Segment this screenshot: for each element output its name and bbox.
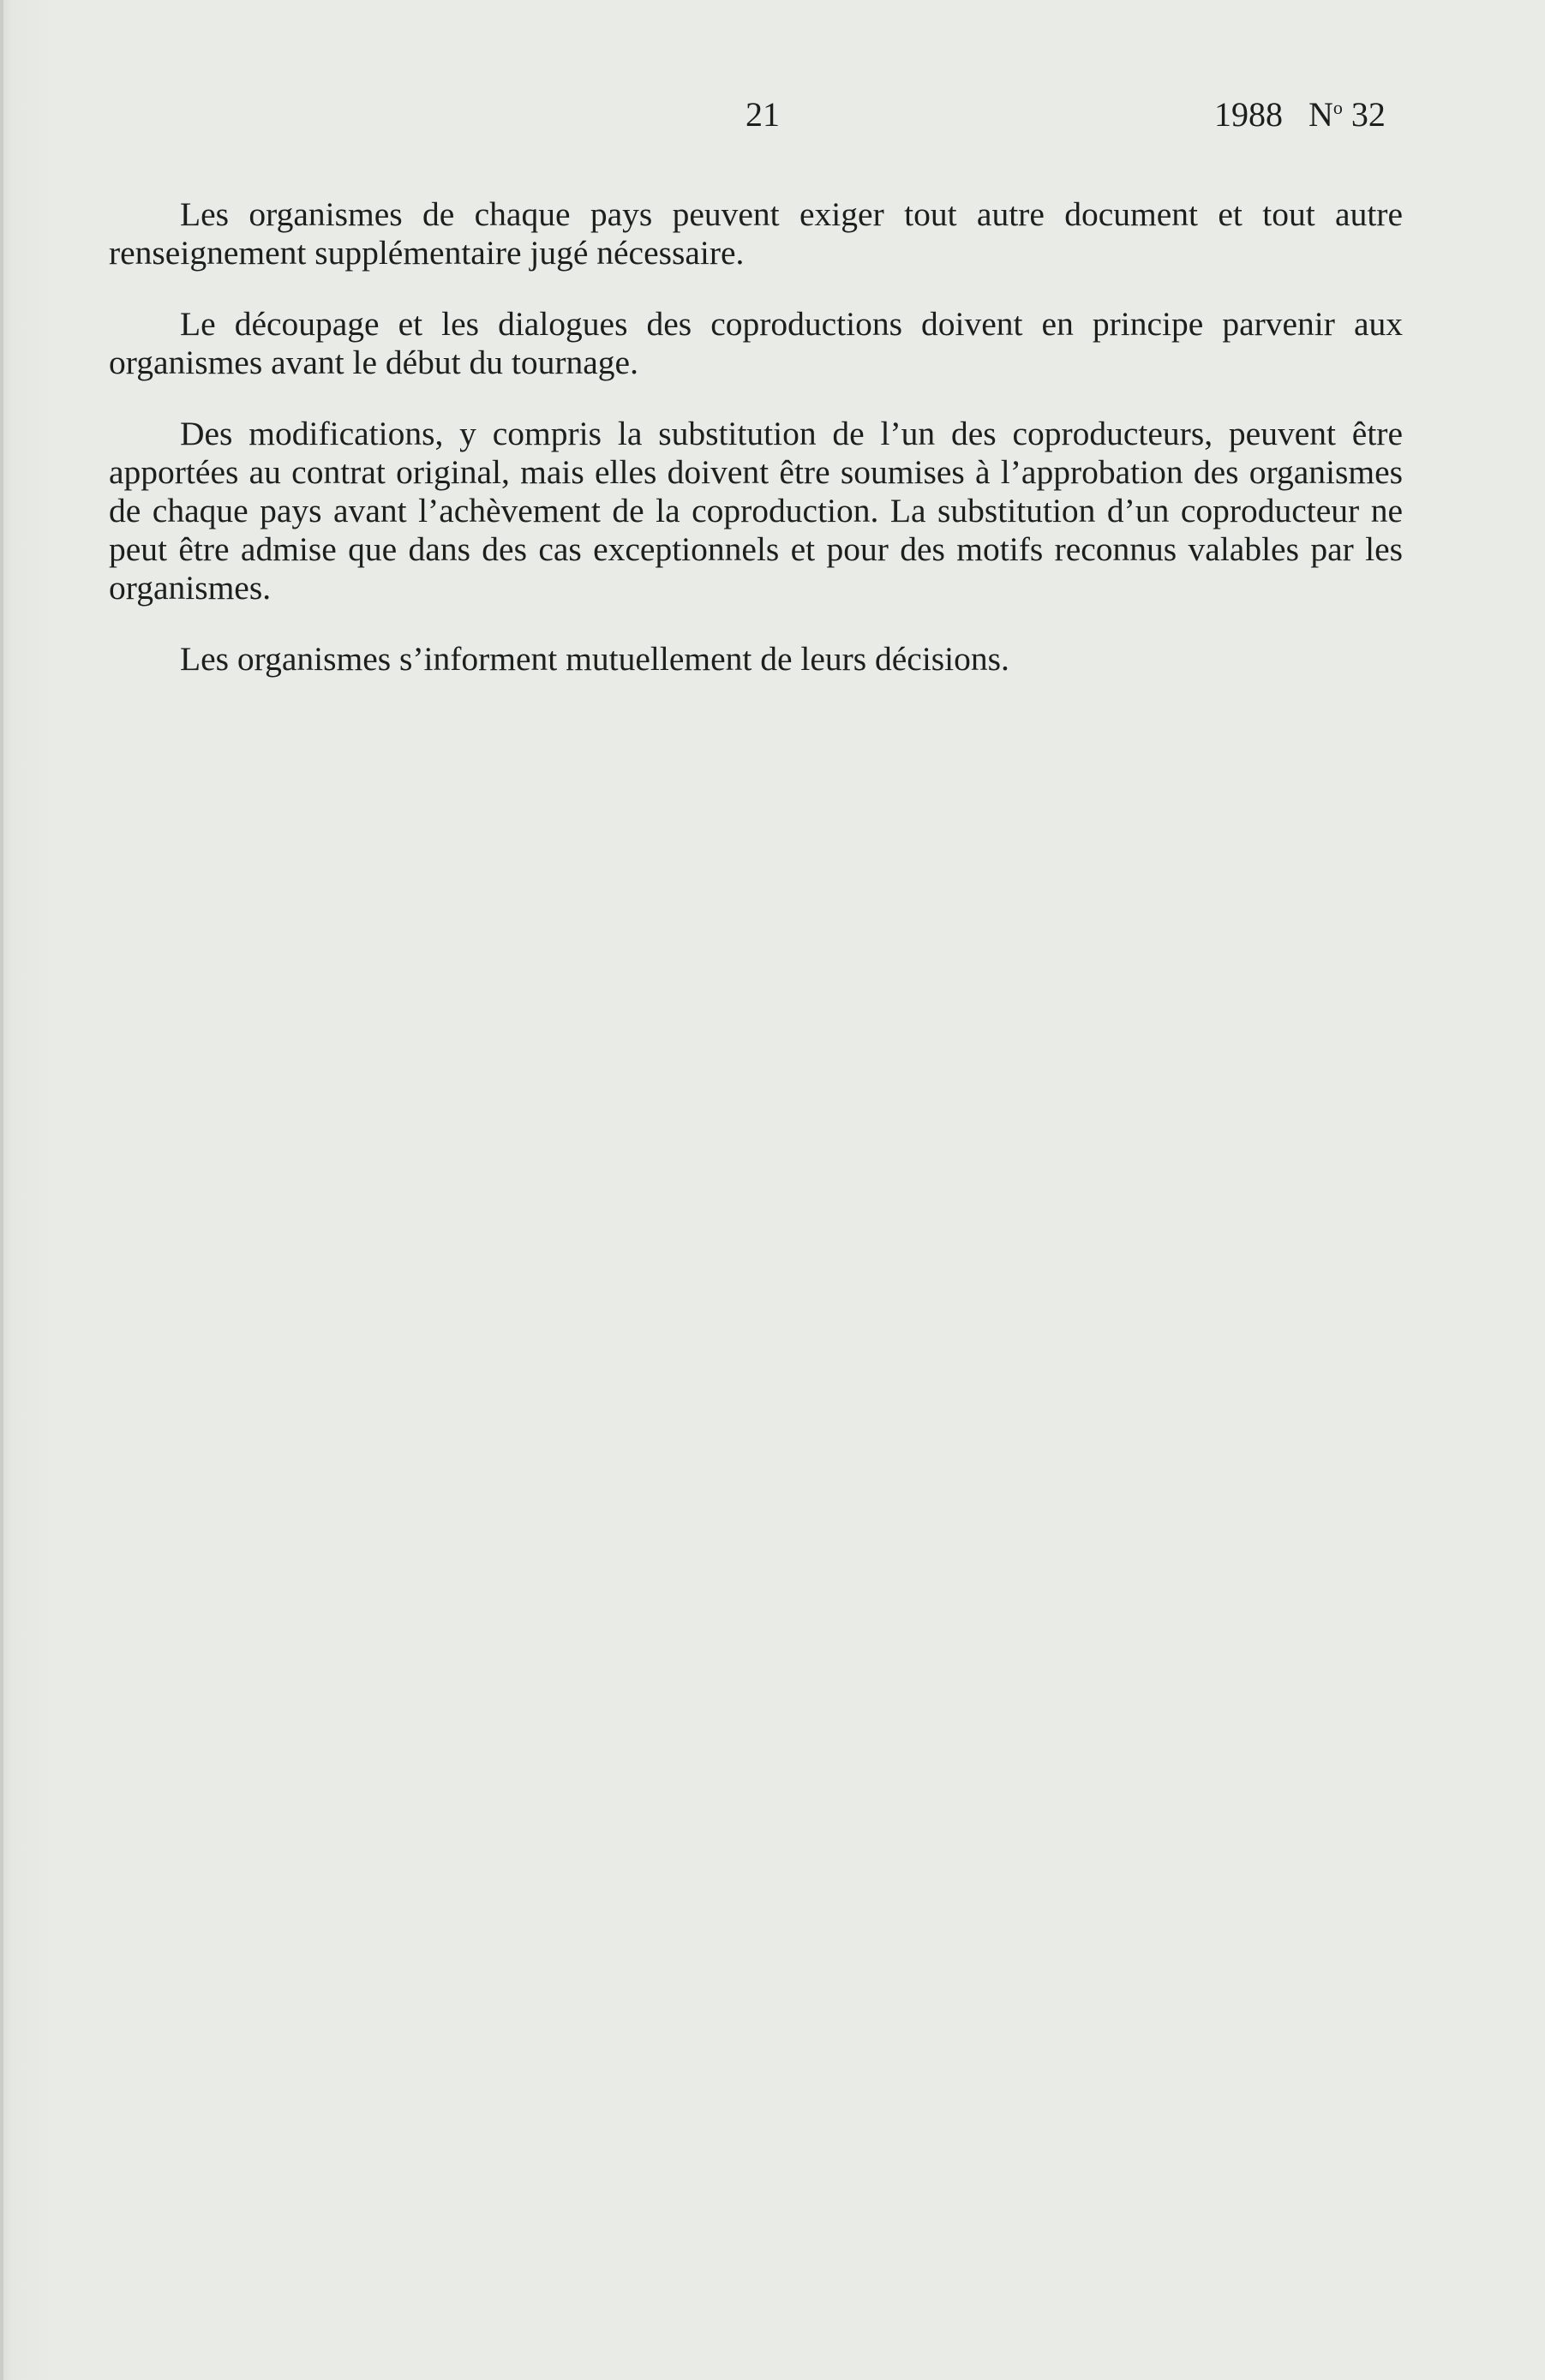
issue-number: 32 xyxy=(1350,95,1386,134)
page-edge-shadow xyxy=(0,0,3,2380)
paragraph-decisions: Les organismes s’informent mutuellement de leurs décisions. xyxy=(180,640,1009,678)
body-text xyxy=(109,195,1403,711)
issue-superscript: o xyxy=(1332,97,1343,118)
page-header xyxy=(0,94,1545,146)
paragraph-modifications: Des modifications, y compris la substitution de l’un des coproducteurs, peuvent être apportées au contrat original, mais elles doivent être soumises à l’approbation des organismes de chaque pays avant l’achèvement de la coproduction. La substitution d’un coproducteur ne peut être admise que dans des cas exceptionnels et pour des motifs reconnus valables par les organismes. xyxy=(109,415,1403,607)
issue-prefix: N xyxy=(1308,95,1333,134)
paragraph-documents: Les organismes de chaque pays peuvent exiger tout autre document et tout autre renseignement supplémentaire jugé nécessaire. xyxy=(109,195,1403,272)
page-number: 21 xyxy=(746,95,780,134)
issue-year: 1988 xyxy=(1214,95,1283,134)
paragraph-decoupage: Le découpage et les dialogues des coproductions doivent en principe parvenir aux organismes avant le début du tournage. xyxy=(109,305,1403,381)
issue-reference xyxy=(1214,94,1386,135)
